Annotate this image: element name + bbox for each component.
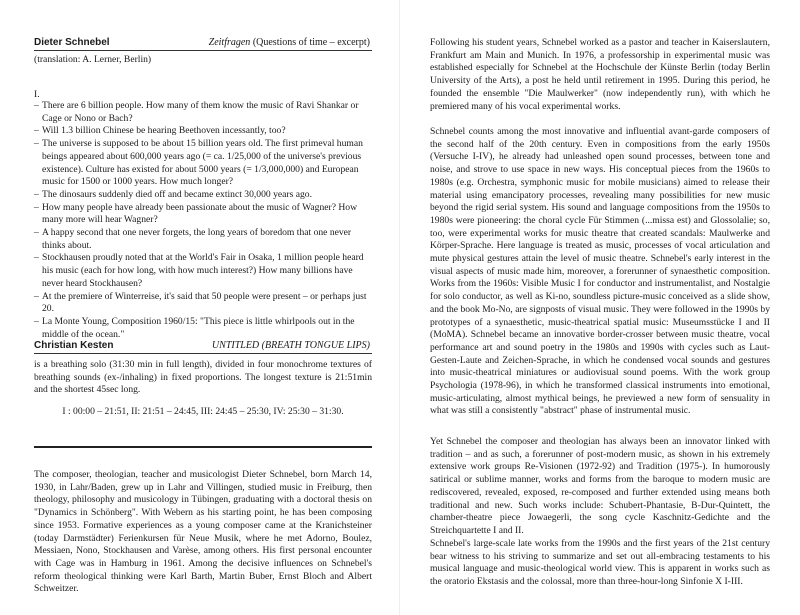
questions-list: [34, 100, 372, 341]
kesten-text: is a breathing solo (31:30 min in full length), divided in four monochrome textures of breathing sounds (ex-/inhaling) in fixed proportions. The longest texture is 21:51min and the shortest 45sec long.: [34, 359, 372, 396]
right-page: [400, 0, 800, 615]
question-item: – The universe is supposed to be about 15 billion years old. The first primeval human beings appeared about 600,000 years ago (= ca. 1/25,000 of the universe's previous existence). Culture has existed for about 5000 years (= 1/3,000,000) and European music for 1500 or 1000 years. How much longer?: [34, 138, 372, 189]
para-text: Schnebel counts among the most innovative and influential avant-garde composers of the second half of the 20th century. Even in compositions from the early 1950s (Versuche I-IV), he already had unleashed open sound processes, between tone and noise, and strove to use space in new ways. His conceptual pieces from the 1960s to 1980s (e.g. Orchestra, symphonic music for mobile musicians) aimed to release their material using emancipatory processes, revealing many possibilities for new music beyond the rigid serial system. His sound and language compositions from the 1950s to 1980s were pioneering: the choral cycle Für Stimmen (...missa est) and Glossolalie; so, too, were experimental works for music theatre that created scandals: Maulwerke and Körper-Sprache. Here language is treated as music, processes of vocal articulation and mute physical gestures attain the level of music theatre. Schnebel's early interest in the visual aspects of music made him, moreover, a forerunner of synaesthetic composition. Works from the 1960s: Visible Music I for conductor and instrumentalist, and Nostalgie for solo conductor, as well as Ki-no, soundless picture-music conceived as a slide show, and the book Mo-No, are signposts of visual music. They were followed in the 1990s by prototypes of a synaesthetic, music-theatrical spatial music: Museumsstücke I and II (MoMA). Schnebel became an innovative border-crosser between music theatre, vocal performance art and sound poetry in the 1980s and 1990s with cycles such as Laut-Gesten-Laute and Zeichen-Sprache, in which he condensed vocal sounds and gestures into music-theatrical miniatures or audiovisual sound poems. With the work group Psychologia (1978-96), in which he transformed classical instruments into emotional, music-articulating, almost mythical beings, he previewed a new form of sensuality in what was still a consistently "abstract" phase of instrumental music.: [430, 126, 770, 417]
work-title-italic: UNTITLED (BREATH TONGUE LIPS): [211, 340, 370, 351]
work-title-italic: Zeitfragen: [208, 37, 251, 48]
header-rule: [34, 50, 372, 51]
question-item: – At the premiere of Winterreise, it's said that 50 people were present – or perhaps just 20.: [34, 291, 372, 316]
composer-name: Dieter Schnebel: [34, 37, 110, 48]
question-item: – How many people have already been passionate about the music of Wagner? How many more will hear Wagner?: [34, 202, 372, 227]
section-divider: [34, 446, 372, 448]
schnebel-bio: [34, 469, 372, 596]
work-title: [209, 37, 370, 49]
work-title: [212, 340, 370, 352]
question-item: – The dinosaurs suddenly died off and became extinct 30,000 years ago.: [34, 189, 372, 202]
translation-credit: (translation: A. Lerner, Berlin): [34, 54, 152, 65]
question-item: – Will 1.3 billion Chinese be hearing Beethoven incessantly, too?: [34, 125, 372, 138]
question-item: – Stockhausen proudly noted that at the World's Fair in Osaka, 1 million people heard his music (each for how long, with how much interest?) How many billions have never heard Stockhausen?: [34, 252, 372, 290]
para-text: Yet Schnebel the composer and theologian has always been an innovator linked with tradition – and as such, a forerunner of post-modern music, as shown in his extremely extensive work groups Re-Visionen (1972-92) and Tradition (1975-). In humorously satirical or sublime manner, works and forms from the baroque to modern music are rediscovered, revealed, exposed, re-composed and further extended using means both traditional and new. Such works include: Schubert-Phantasie, B-Dur-Quintett, the chamber-theatre piece Jowaegerli, the song cycle Kaschnitz-Gedichte and the Streichquartette I and II.: [430, 436, 770, 536]
kesten-description: [34, 359, 372, 397]
para-avantgarde: [430, 126, 770, 418]
composer-name: Christian Kesten: [34, 340, 114, 351]
question-item: – There are 6 billion people. How many of them know the music of Ravi Shankar or Cage or Nono or Bach?: [34, 100, 372, 125]
para-career: [430, 37, 770, 113]
header-rule: [34, 353, 372, 354]
para-text: Following his student years, Schnebel worked as a pastor and teacher in Kaiserslautern, Frankfurt am Main and Munich. In 1976, a professorship in experimental music was established especially for Schnebel at the Hochschule der Künste Berlin (today Berlin University of the Arts), a post he held until retirement in 1995. During this period, he founded the ensemble "Die Maulwerker" (now independently run), with which he premiered many of his vocal experimental works.: [430, 37, 770, 112]
bio-text: The composer, theologian, teacher and musicologist Dieter Schnebel, born March 14, 1930, in Lahr/Baden, grew up in Lahr and Villingen, studied music in Freiburg, then theology, philosophy and musicology in Tübingen, graduating with a doctoral thesis on "Dynamics in Schönberg". With Webern as his starting point, he has been composing since 1953. Formative experiences as a young composer came at the Kranichsteiner (today Darmstädter) Ferienkursen für Neue Musik, where he met Adorno, Boulez, Messiaen, Nono, Stockhausen and Varèse, among others. His first personal encounter with Cage was in Hamburg in 1961. Among the decisive influences on Schnebel's reform theological thinking were Karl Barth, Martin Buber, Ernst Bloch and Albert Schweitzer.: [34, 469, 372, 595]
para-tradition: [430, 436, 770, 538]
question-item: – La Monte Young, Composition 1960/15: "This piece is little whirlpools out in the middle of the ocean.": [34, 316, 372, 341]
question-item: – A happy second that one never forgets, the long years of boredom that one never thinks about.: [34, 227, 372, 252]
para-text: Schnebel's large-scale late works from the 1990s and the first years of the 21st century bear witness to his striving to summarize and set out all-embracing testaments to his musical language and music-theological world view. This is apparent in works such as the oratorio Ekstasis and the colossal, more than three-hour-long Sinfonie X I-III.: [430, 538, 770, 588]
para-late-works: [430, 538, 770, 589]
kesten-timing: I : 00:00 – 21:51, II: 21:51 – 24:45, III: 24:45 – 25:30, IV: 25:30 – 31:30.: [62, 406, 344, 417]
section-number: I.: [34, 89, 40, 100]
work-subtitle: (Questions of time – excerpt): [252, 37, 370, 48]
